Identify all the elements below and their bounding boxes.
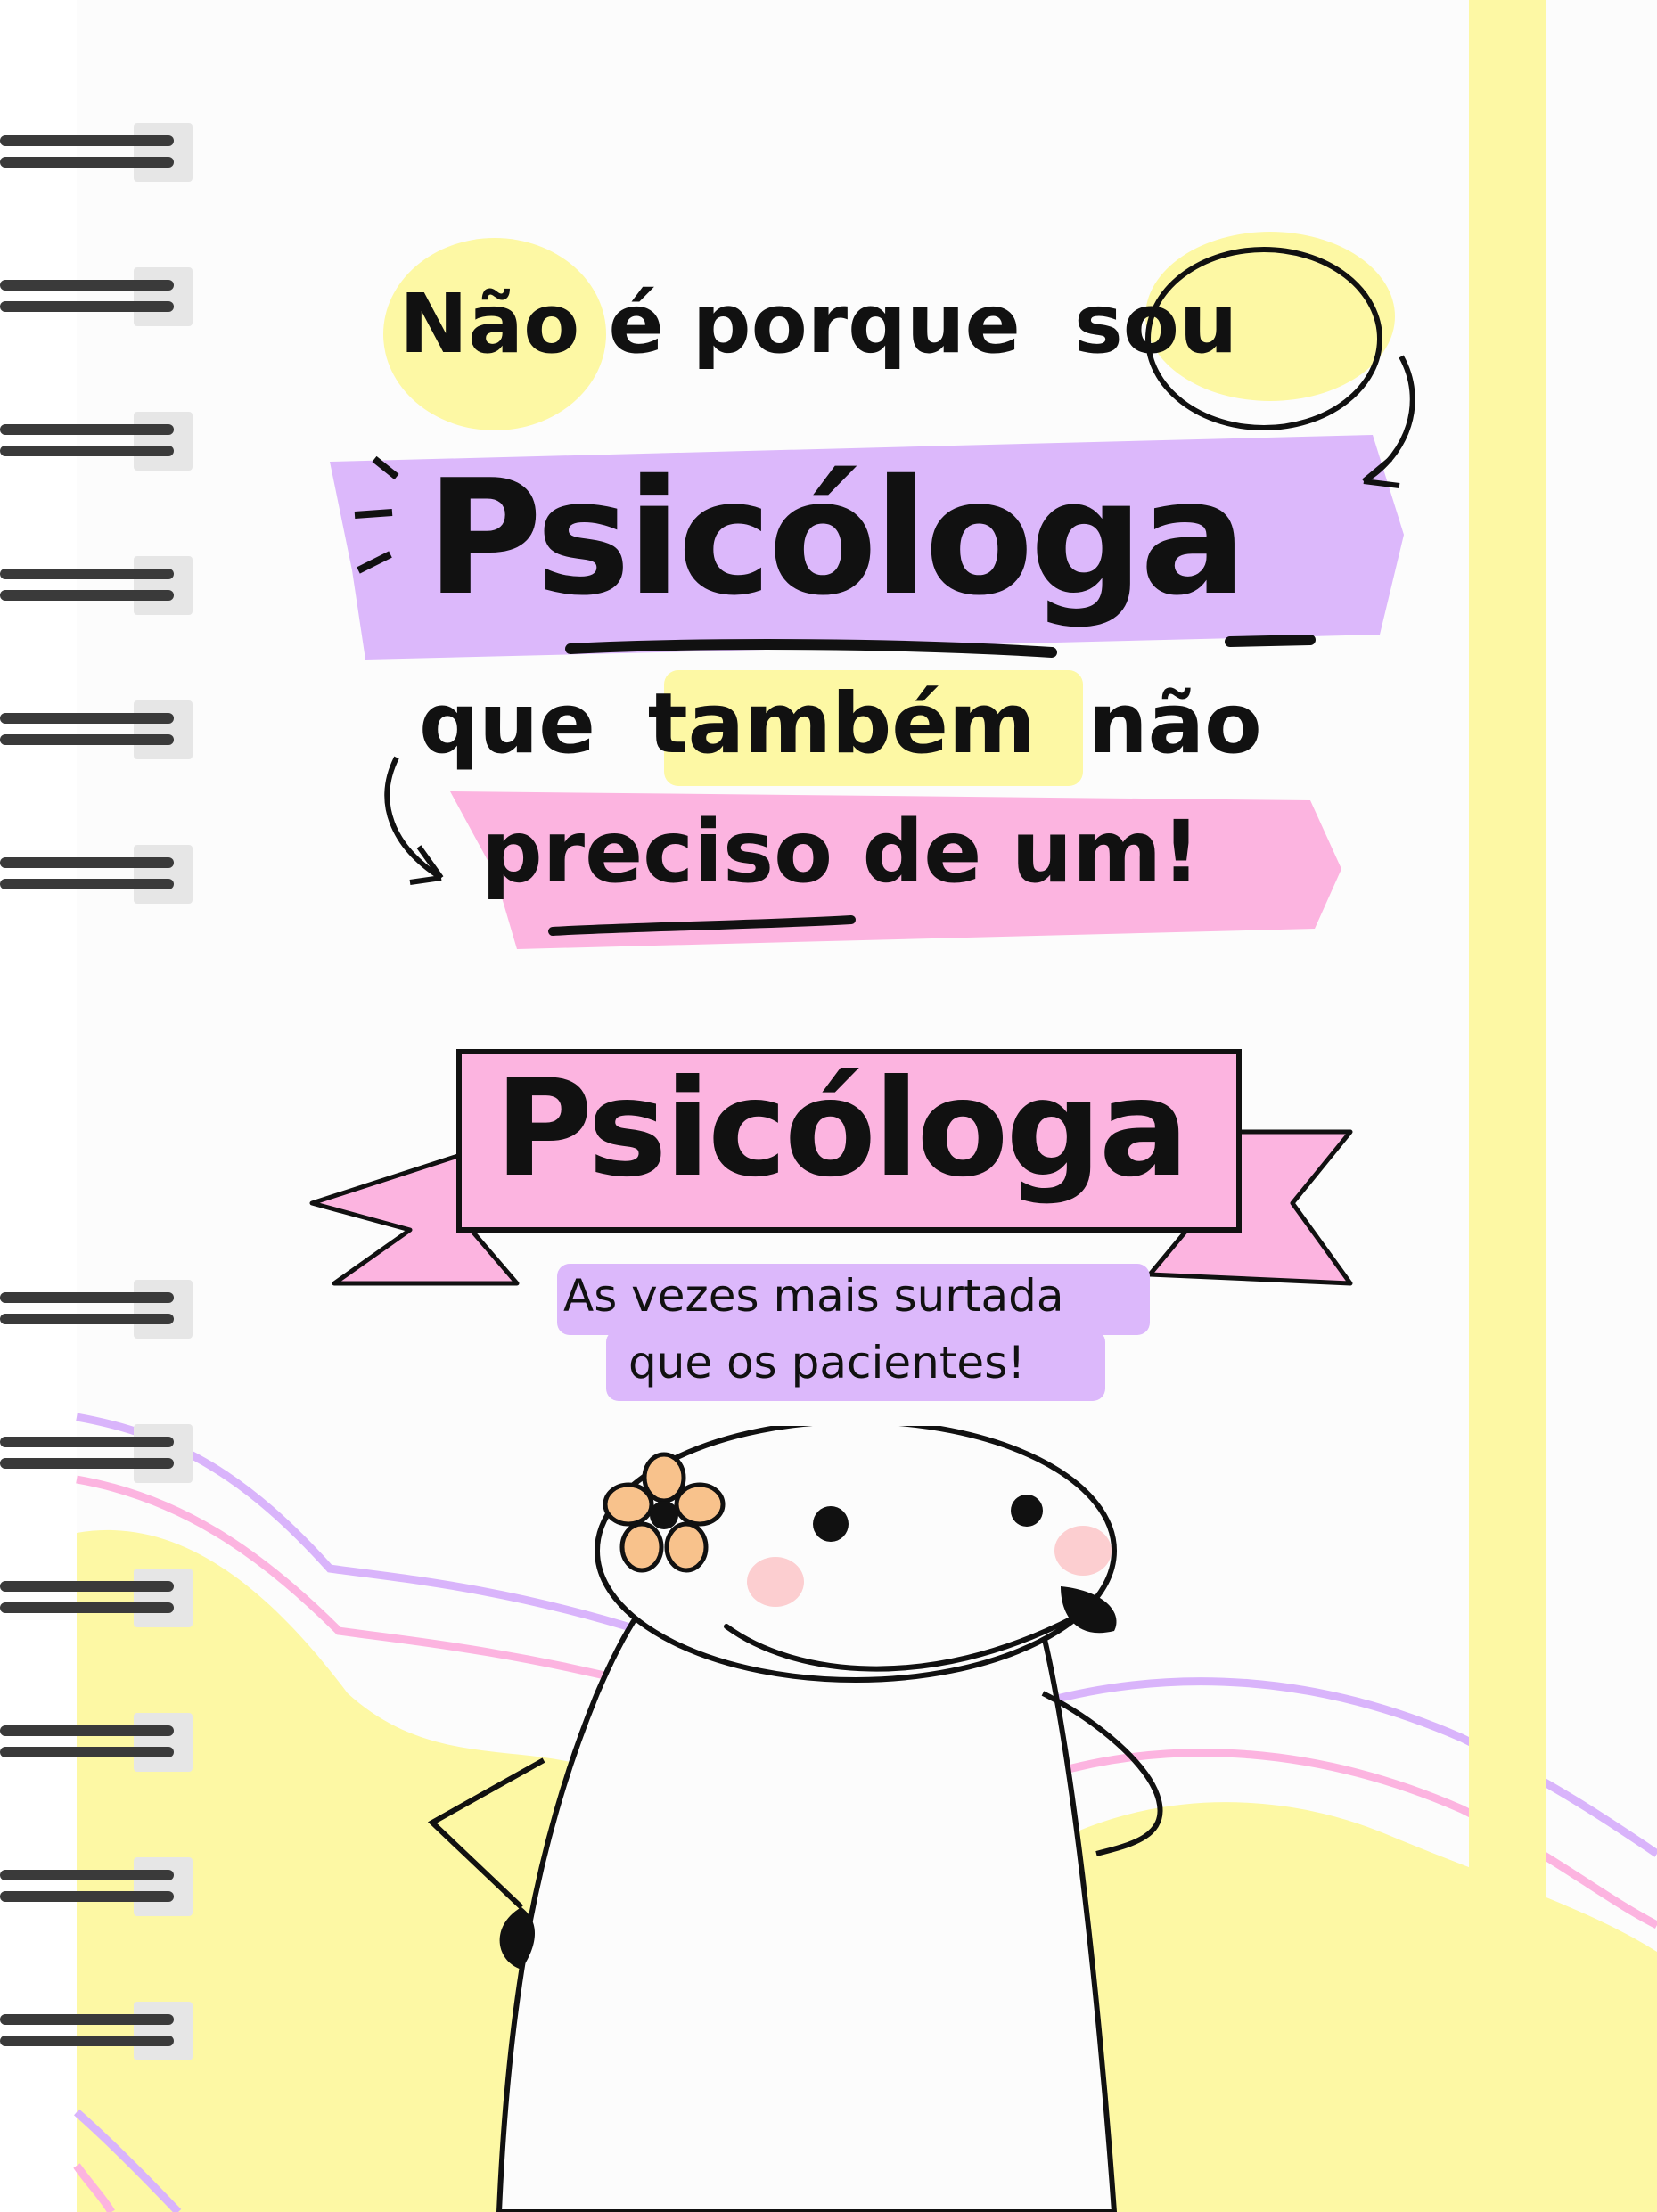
flower-icon bbox=[602, 1451, 726, 1576]
headline-line1-text: Não é porque bbox=[399, 276, 1021, 372]
headline-que: que bbox=[419, 676, 595, 773]
subtitle-line1: As vezes mais surtada bbox=[563, 1270, 1064, 1322]
headline-nao: não bbox=[1087, 676, 1262, 773]
spiral-ring bbox=[0, 1280, 178, 1333]
spiral-ring bbox=[0, 2002, 178, 2055]
headline-line4: preciso de um! bbox=[481, 802, 1201, 902]
headline-line3 bbox=[419, 676, 1262, 773]
headline-sou: sou bbox=[1073, 276, 1238, 372]
spiral-ring bbox=[0, 1424, 178, 1478]
subtitle-line2: que os pacientes! bbox=[628, 1337, 1026, 1389]
headline-line1 bbox=[399, 276, 1237, 372]
spiral-ring bbox=[0, 1857, 178, 1911]
spiral-ring bbox=[0, 1713, 178, 1766]
headline-psicologa: Psicóloga bbox=[426, 446, 1243, 630]
headline-tambem: também bbox=[647, 676, 1037, 773]
character-illustration bbox=[419, 1426, 1221, 2212]
banner-title: Psicóloga bbox=[495, 1052, 1187, 1207]
spiral-ring bbox=[0, 1569, 178, 1622]
